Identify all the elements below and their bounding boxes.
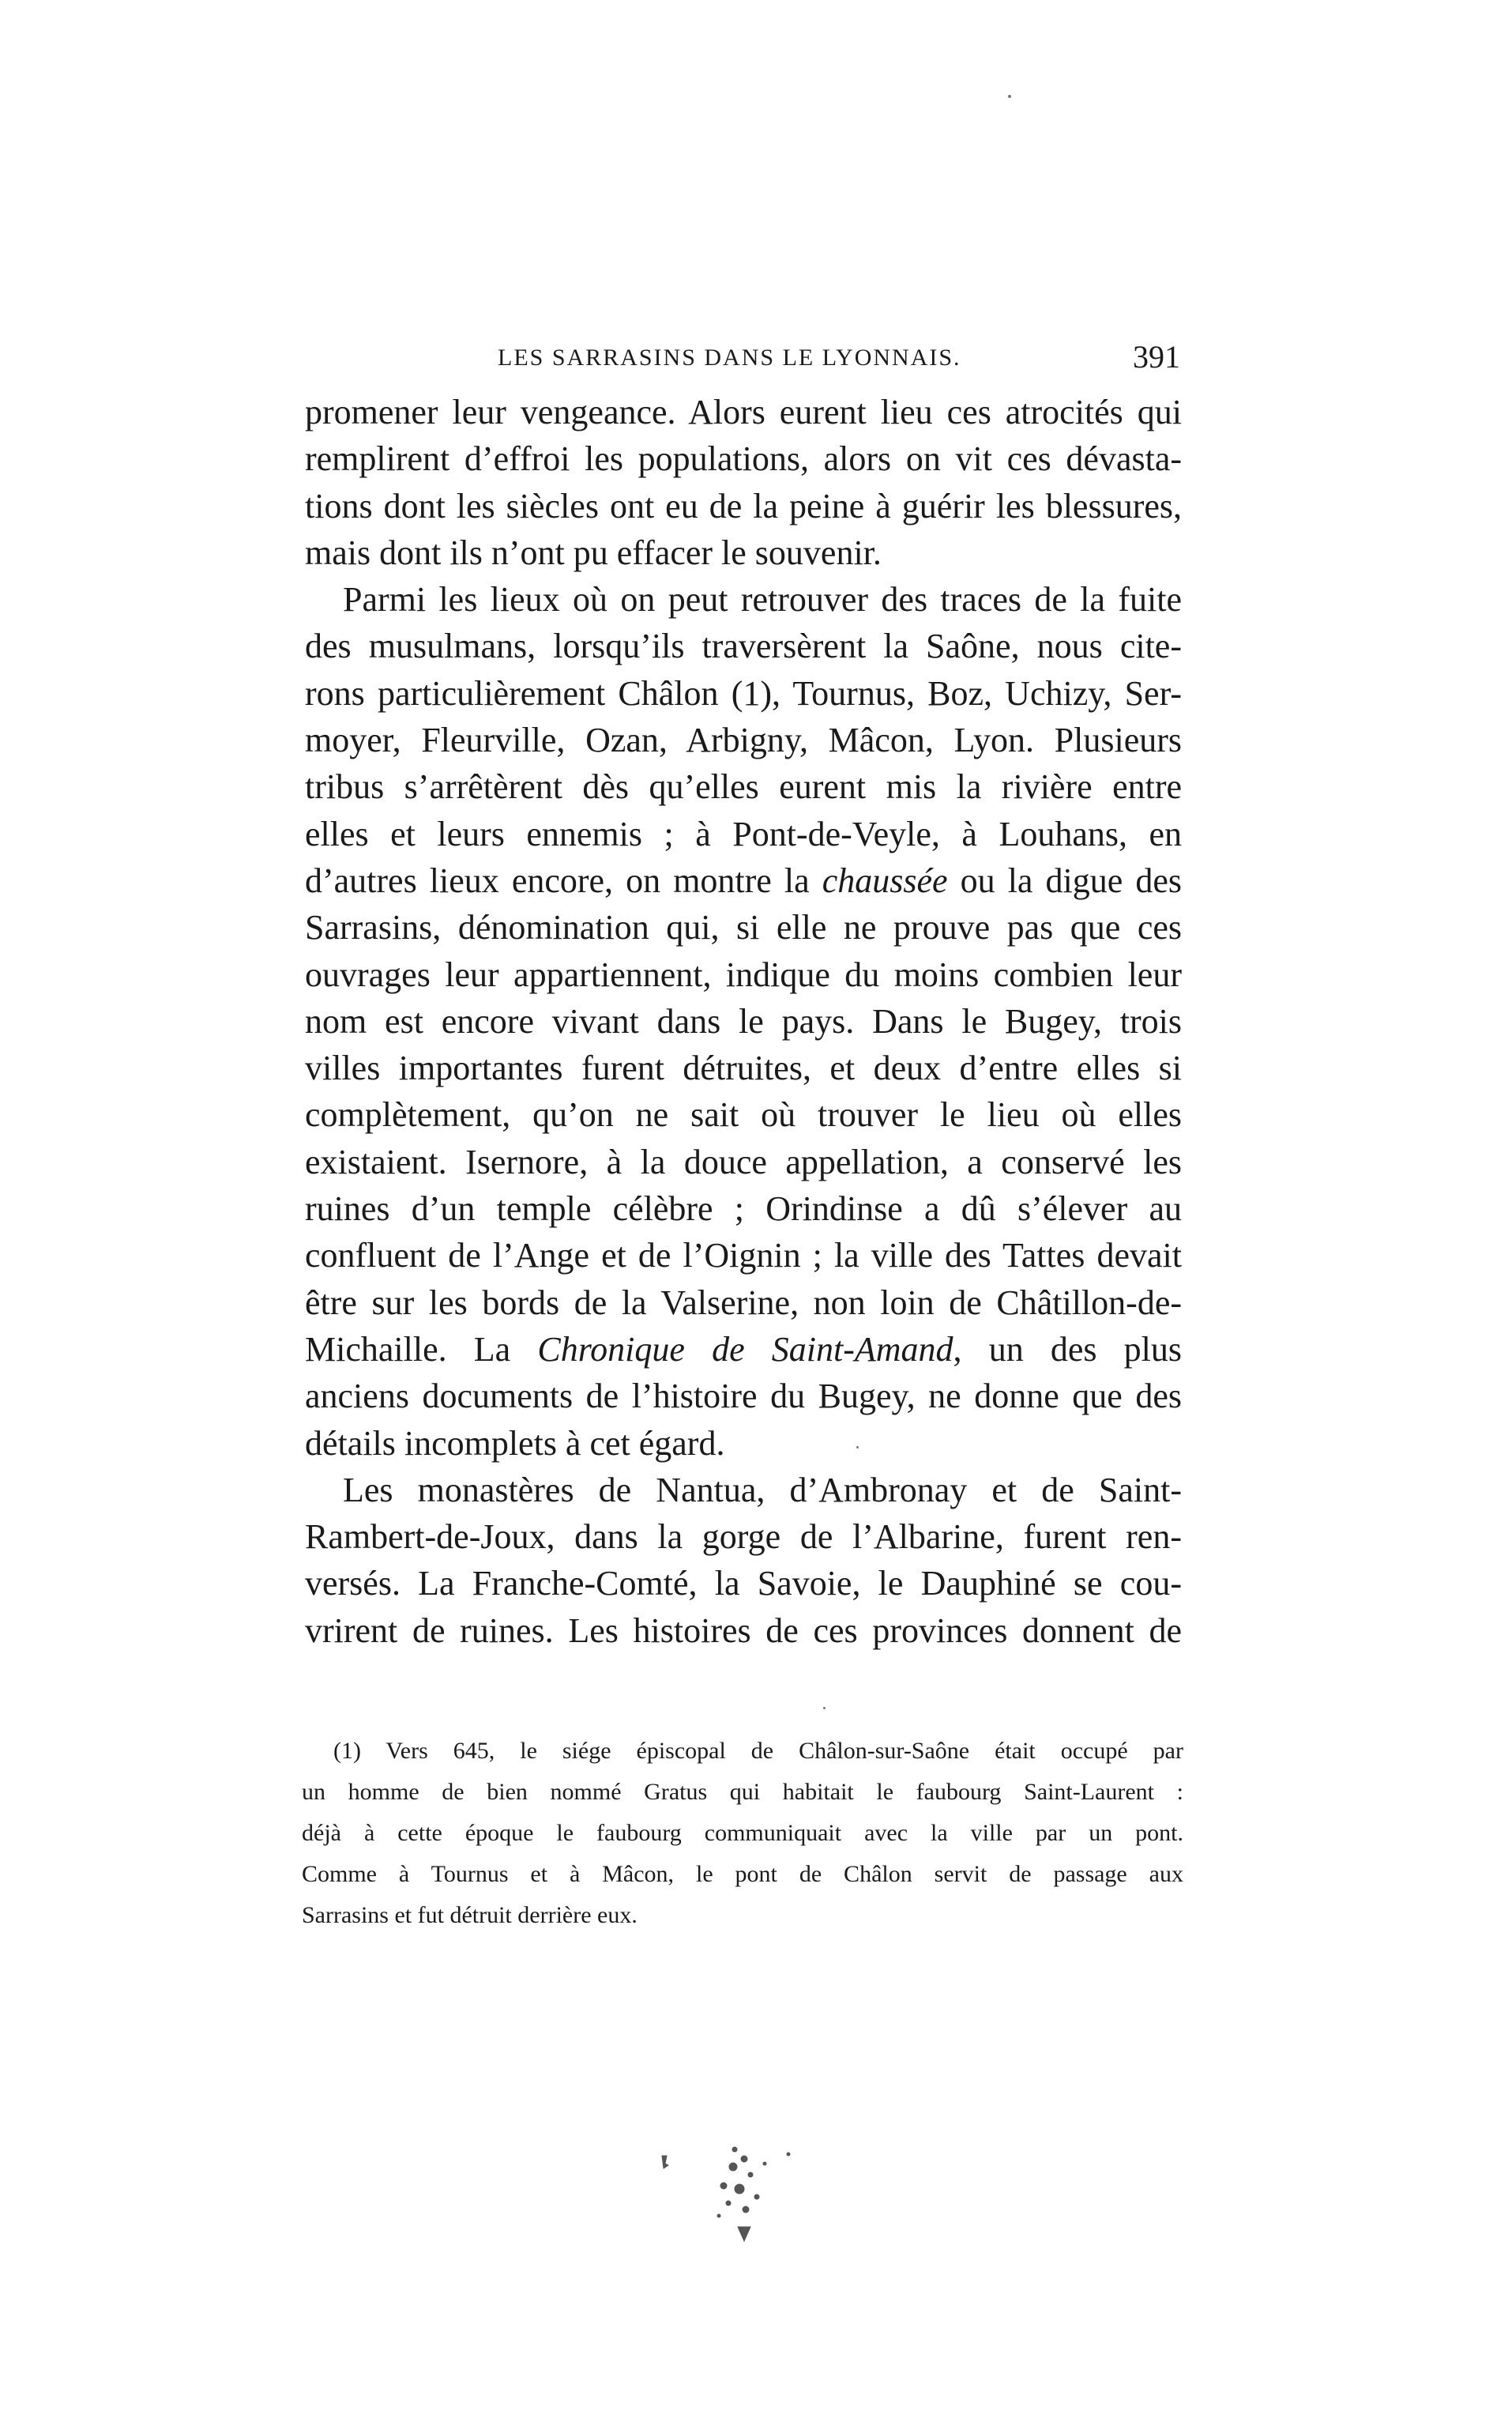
page-number: 391 [1133,339,1180,375]
text-line: elles et leurs ennemis ; à Pont-de-Veyle, à Louhans, en [305,814,1182,853]
page-header [308,338,1193,386]
speck [856,1446,859,1448]
speck [823,1707,826,1709]
running-head: LES SARRASINS DANS LE LYONNAIS. [498,345,961,371]
text-line: versés. La Franche-Comté, la Savoie, le Dauphiné se cou- [305,1564,1182,1603]
italic-phrase: chaussée [822,861,948,900]
text-line: anciens documents de l’histoire du Bugey, ne donne que des [305,1377,1182,1416]
footnote-line: Sarrasins et fut détruit derrière eux. [302,1902,638,1928]
footnote-line: un homme de bien nommé Gratus qui habitait le faubourg Saint-Laurent : [302,1779,1183,1805]
text-line: existaient. Isernore, à la douce appellation, a conservé les [305,1142,1182,1181]
text-line: rons particulièrement Châlon (1), Tournus, Boz, Uchizy, Ser- [305,673,1182,713]
footnote-line: déjà à cette époque le faubourg communiquait avec la ville par un pont. [302,1820,1183,1846]
footnote-line: Comme à Tournus et à Mâcon, le pont de Châlon servit de passage aux [302,1861,1183,1887]
printer-ornament-icon [646,2140,820,2258]
text-line: d’autres lieux encore, on montre la chaussée ou la digue des [305,861,1182,900]
text-line: Les monastères de Nantua, d’Ambronay et de Saint- [343,1470,1182,1509]
text-line: promener leur vengeance. Alors eurent lieu ces atrocités qui [305,393,1182,431]
text-line: moyer, Fleurville, Ozan, Arbigny, Mâcon, Lyon. Plusieurs [305,721,1182,760]
text-line: tribus s’arrêtèrent dès qu’elles eurent mis la rivière entre [305,767,1182,807]
text-line: villes importantes furent détruites, et deux d’entre elles si [305,1049,1182,1088]
text-line: Parmi les lieux où on peut retrouver des traces de la fuite [343,580,1182,620]
text-line: ruines d’un temple célèbre ; Orindinse a dû s’élever au [305,1189,1182,1229]
text-line: détails incomplets à cet égard. [305,1423,725,1463]
italic-phrase: Chronique de Saint-Amand [537,1329,953,1369]
text-line: Sarrasins, dénomination qui, si elle ne prouve pas que ces [305,908,1182,947]
text-line: nom est encore vivant dans le pays. Dans le Bugey, trois [305,1001,1182,1041]
body-text [305,389,1182,1654]
text-line: Rambert-de-Joux, dans la gorge de l’Albarine, furent ren- [305,1517,1182,1557]
text-line: remplirent d’effroi les populations, alors on vit ces dévasta- [305,439,1182,479]
text-line: Michaille. La Chronique de Saint-Amand, un des plus [305,1329,1183,1369]
text-line: être sur les bords de la Valserine, non loin de Châtillon-de- [305,1283,1182,1322]
text-line: mais dont ils n’ont pu effacer le souvenir. [305,533,882,572]
footnote [302,1731,1183,1936]
ornament-svg [646,2140,820,2258]
text-line: tions dont les siècles ont eu de la peine à guérir les blessures, [305,486,1182,526]
text-line: des musulmans, lorsqu’ils traversèrent la Saône, nous cite- [305,627,1182,666]
speck [1008,95,1011,98]
text-line: vrirent de ruines. Les histoires de ces provinces donnent de [305,1610,1182,1650]
text-line: ouvrages leur appartiennent, indique du moins combien leur [305,955,1182,994]
text-line: complètement, qu’on ne sait où trouver le lieu où elles [305,1095,1182,1135]
text-line: confluent de l’Ange et de l’Oignin ; la ville des Tattes devait [305,1236,1182,1275]
footnote-line: (1) Vers 645, le siége épiscopal de Châlon-sur-Saône était occupé par [333,1738,1183,1764]
